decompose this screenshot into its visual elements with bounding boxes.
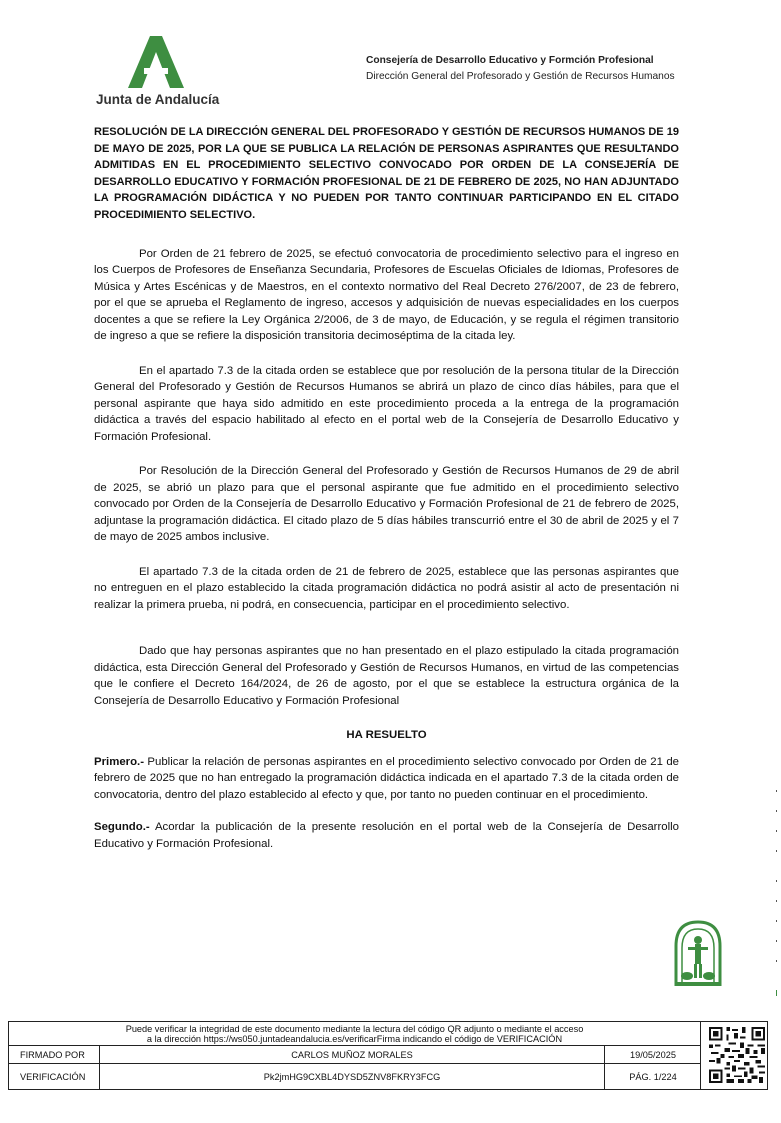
signature-footer [8,1021,768,1090]
signer-name: CARLOS MUÑOZ MORALES [100,1046,605,1063]
page-number: PÁG. 1/224 [629,1071,677,1082]
margin-marks [775,790,779,1000]
paragraph-4: El apartado 7.3 de la citada orden de 21 de febrero de 2025, establece que las personas aspirantes que no entreguen en el plazo establecido la citada programación didáctica no podrá asistir al acto de presentación ni realizar la primera prueba, ni podrá, en consecuencia, participar en el procedimiento selectivo. [94,565,679,611]
resolution-first [94,754,679,804]
verification-note [9,1022,701,1046]
junta-a-logo-icon [126,34,186,90]
andalucia-emblem-icon [672,918,724,988]
paragraph-1: Por Orden de 21 febrero de 2025, se efectuó convocatoria de procedimiento selectivo para el ingreso en los Cuerpos de Profesores de Enseñanza Secundaria, Profesores de Escuelas Oficiales de Idiomas, Profesores de Música y Artes Escénicas y de Maestros, en el contexto normativo del Real Decreto 276/2007, de 23 de febrero, por el que se aprueba el Reglamento de ingreso, accesos y adquisición de nuevas especialidades en los cuerpos docentes a que se refiere la Ley Orgánica 2/2006, de 3 de mayo, de Educación, y se regula el régimen transitorio de ingreso a que se refiere la disposición transitoria decimoséptima de la citada ley. [94,247,679,343]
resolution-second [94,819,679,852]
first-label: Primero.- [94,755,145,768]
second-text: Acordar la publicación de la presente resolución en el portal web de la Consejería de Desarrollo Educativo y Formación Profesional. [94,821,679,850]
verification-code: Pk2jmHG9CXBL4DYSD5ZNV8FKRY3FCG [100,1064,605,1089]
resolved-heading: HA RESUELTO [346,729,427,742]
directorate-name: Dirección General del Profesorado y Gestión de Recursos Humanos [366,71,675,82]
second-label: Segundo.- [94,821,150,834]
paragraph-2: En el apartado 7.3 de la citada orden se establece que por resolución de la persona titular de la Dirección General del Profesorado y Gestión de Recursos Humanos se abrirá un plazo de cinco días hábiles, para que el personal aspirante que haya sido admitido en este procedimiento proceda a la entrega de la programación didáctica a través del espacio habilitado al efecto en el portal web de la Consejería de Desarrollo Educativo y Formación Profesional. [94,364,679,443]
department-name: Consejería de Desarrollo Educativo y Formción Profesional [366,55,654,66]
signature-date: 19/05/2025 [630,1049,676,1060]
verification-row [9,1064,701,1089]
junta-logo [96,34,226,110]
verification-note-line-2: a la dirección https://ws050.juntadeandalucia.es/verificarFirma indicando el código de VERIFICACIÓN [146,1033,563,1044]
document-body [94,124,679,852]
paragraph-3: Por Resolución de la Dirección General del Profesorado y Gestión de Recursos Humanos de 29 de abril de 2025, se abrió un plazo para que el personal aspirante que fue admitido en el procedimiento selectivo convocado por Orden de la Consejería de Desarrollo Educativo y Formación Profesional de 21 de febrero de 2025, adjuntase la programación didáctica. El citado plazo de 5 días hábiles transcurrió entre el 30 de abril de 2025 y el 7 de mayo de 2025 ambos inclusive. [94,465,679,544]
header-info [366,53,675,85]
logo-text: Junta de Andalucía [96,92,220,107]
first-text: Publicar la relación de personas aspirantes en el procedimiento selectivo convocado por Orden de 21 de febrero de 2025 que no han entregado la programación didáctica indicada en el apartado 7.3 de la citada orden de convocatoria, dentro del plazo establecido al efecto y que, por tanto no pueden continuar en el procedimiento. [94,755,679,801]
signed-label: FIRMADO POR [9,1046,100,1063]
paragraph-5: Dado que hay personas aspirantes que no han presentado en el plazo estipulado la citada programación didáctica, esta Dirección General del Profesorado y Gestión de Recursos Humanos, en virtud de las competencias que le confiere el Decreto 164/2024, de 26 de agosto, por el que se establece la estructura orgánica de la Consejería de Desarrollo Educativo y Formación Profesional [94,645,679,707]
qr-code-icon[interactable] [709,1027,765,1083]
document-title: RESOLUCIÓN DE LA DIRECCIÓN GENERAL DEL PROFESORADO Y GESTIÓN DE RECURSOS HUMANOS DE 19 DE MAYO DE 2025, POR LA QUE SE PUBLICA LA RELACIÓN DE PERSONAS ASPIRANTES QUE RESULTANDO ADMITIDAS EN EL PROCEDIMIENTO SELECTIVO CONVOCADO POR ORDEN DE LA CONSEJERÍA DE DESARROLLO EDUCATIVO Y FORMACIÓN PROFESIONAL DE 21 DE FEBRERO DE 2025, NO HAN ADJUNTADO LA PROGRAMACIÓN DIDÁCTICA Y NO PUEDEN POR TANTO CONTINUAR PARTICIPANDO EN EL CITADO PROCEDIMIENTO SELECTIVO. [94,126,679,221]
signed-row [9,1046,701,1064]
verification-note-line-1: Puede verificar la integridad de este documento mediante la lectura del código QR adjunto o mediante el acceso [125,1024,584,1034]
verification-label: VERIFICACIÓN [9,1064,100,1089]
